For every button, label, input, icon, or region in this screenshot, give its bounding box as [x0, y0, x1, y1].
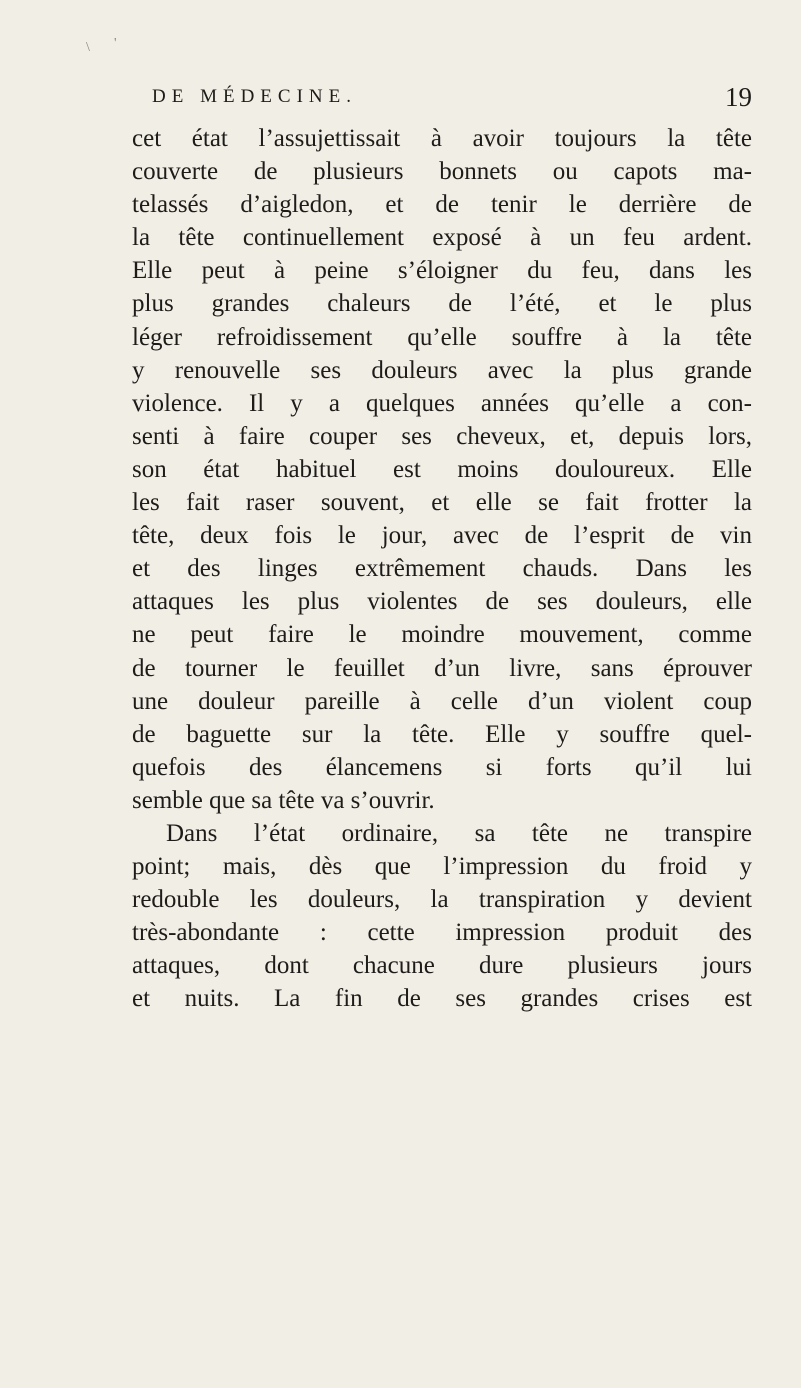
text-line: et des linges extrêmement chauds. Dans les [132, 555, 752, 583]
text-line: attaques, dont chacune dure plusieurs jours [132, 952, 752, 980]
text-line: une douleur pareille à celle d’un violent coup [132, 687, 752, 715]
text-line: semble que sa tête va s’ouvrir. [132, 786, 435, 814]
text-line: point; mais, dès que l’impression du froid y [132, 853, 752, 881]
text-line: senti à faire couper ses cheveux, et, depuis lors, [132, 422, 752, 450]
body-text [132, 122, 752, 1016]
text-line: léger refroidissement qu’elle souffre à la tête [132, 323, 752, 351]
text-line: ne peut faire le moindre mouvement, comme [132, 621, 752, 649]
text-line: Elle peut à peine s’éloigner du feu, dans les [132, 257, 752, 285]
text-line: de baguette sur la tête. Elle y souffre quel- [132, 720, 752, 748]
text-line: violence. Il y a quelques années qu’elle a con- [132, 389, 752, 417]
text-line: son état habituel est moins douloureux. Elle [132, 455, 752, 483]
text-line: les fait raser souvent, et elle se fait frotter la [132, 489, 752, 517]
text-line: et nuits. La fin de ses grandes crises est [132, 985, 752, 1013]
margin-mark: \ [86, 40, 90, 55]
text-line: y renouvelle ses douleurs avec la plus grande [132, 356, 752, 384]
running-title: DE MÉDECINE. [152, 86, 357, 107]
page-number: 19 [725, 82, 752, 112]
text-line: Dans l’état ordinaire, sa tête ne transpire [166, 819, 752, 847]
text-line: cet état l’assujettissait à avoir toujours la tête [132, 125, 752, 152]
text-line: attaques les plus violentes de ses douleurs, elle [132, 588, 752, 616]
text-line: plus grandes chaleurs de l’été, et le plus [132, 290, 752, 318]
page-header [152, 82, 752, 116]
text-line: de tourner le feuillet d’un livre, sans éprouver [132, 654, 752, 682]
text-line: très-abondante : cette impression produit des [132, 919, 752, 947]
text-line: telassés d’aigledon, et de tenir le derrière de [132, 191, 752, 219]
text-line: tête, deux fois le jour, avec de l’esprit de vin [132, 522, 752, 550]
text-line: couverte de plusieurs bonnets ou capots ma- [132, 158, 752, 186]
text-line: quefois des élancemens si forts qu’il lui [132, 753, 752, 781]
margin-mark: ' [114, 36, 117, 51]
text-line: redouble les douleurs, la transpiration y devient [132, 886, 752, 914]
text-line: la tête continuellement exposé à un feu ardent. [132, 224, 752, 252]
